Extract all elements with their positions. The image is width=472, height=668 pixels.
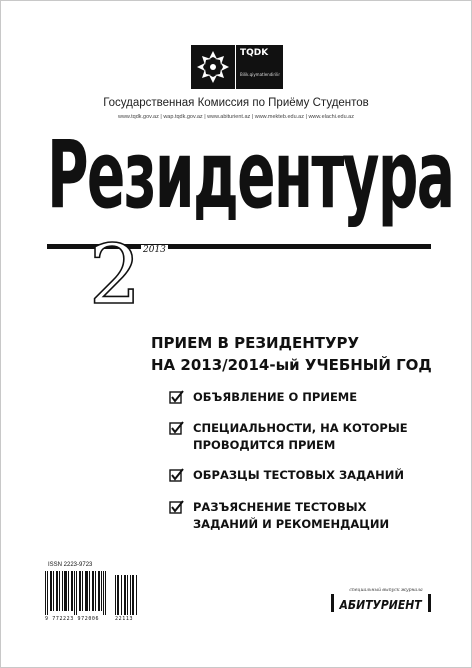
journal-name: АБИТУРИЕНТ — [339, 598, 423, 612]
list-item — [169, 389, 459, 406]
checkbox-checked-icon — [169, 468, 184, 483]
list-item-line-1: ОБРАЗЦЫ ТЕСТОВЫХ ЗАДАНИЙ — [193, 468, 405, 482]
journal-note: специальный выпуск журнала — [349, 588, 423, 593]
logo-subtitle: Bilik.qiymatlendirilir — [240, 72, 280, 77]
list-item — [169, 420, 459, 454]
headline — [151, 332, 451, 376]
list-item-label — [193, 389, 357, 406]
logo-abbreviation: TQDK — [240, 48, 269, 58]
barcode-addon-icon — [109, 571, 139, 615]
issue-number: 2 — [89, 228, 142, 323]
checkbox-checked-icon — [169, 500, 184, 515]
issue-year: 2013 — [143, 245, 166, 255]
list-item-label — [193, 499, 389, 533]
list-item-line-1: РАЗЪЯСНЕНИЕ ТЕСТОВЫХ — [193, 500, 367, 514]
barcode-addon-digits: 22113 — [115, 616, 134, 622]
list-item — [169, 467, 459, 484]
organization-name: Государственная Комиссия по Приёму Студентов — [103, 97, 369, 109]
checkbox-checked-icon — [169, 390, 184, 405]
list-item-line-1: СПЕЦИАЛЬНОСТИ, НА КОТОРЫЕ — [193, 421, 408, 435]
checkbox-checked-icon — [169, 421, 184, 436]
tqdk-logo — [191, 45, 283, 89]
cover-title: Резидентура — [47, 120, 454, 230]
list-item-line-2: ЗАДАНИЙ И РЕКОМЕНДАЦИИ — [193, 517, 390, 531]
list-item-line-1: ОБЪЯВЛЕНИЕ О ПРИЕМЕ — [193, 390, 358, 404]
list-item-label — [193, 420, 408, 454]
issn-label: ISSN 2223-9723 — [48, 562, 93, 568]
list-item — [169, 499, 459, 533]
organization-websites: www.tqdk.gov.az | wap.tqdk.gov.az | www.abiturient.az | www.mekteb.edu.az | www.elachi.edu.az — [117, 114, 354, 120]
star-emblem-icon — [191, 45, 235, 89]
list-item-label — [193, 467, 404, 484]
headline-line-1: ПРИЕМ В РЕЗИДЕНТУРУ — [151, 334, 360, 352]
journal-logo — [331, 594, 431, 612]
barcode-icon — [45, 571, 107, 615]
barcode-digits: 9 772223 972006 — [45, 616, 100, 622]
logo-text-box — [235, 45, 283, 89]
list-item-line-2: ПРОВОДИТСЯ ПРИЕМ — [193, 438, 336, 452]
headline-line-2: НА 2013/2014-ый УЧЕБНЫЙ ГОД — [151, 356, 432, 374]
